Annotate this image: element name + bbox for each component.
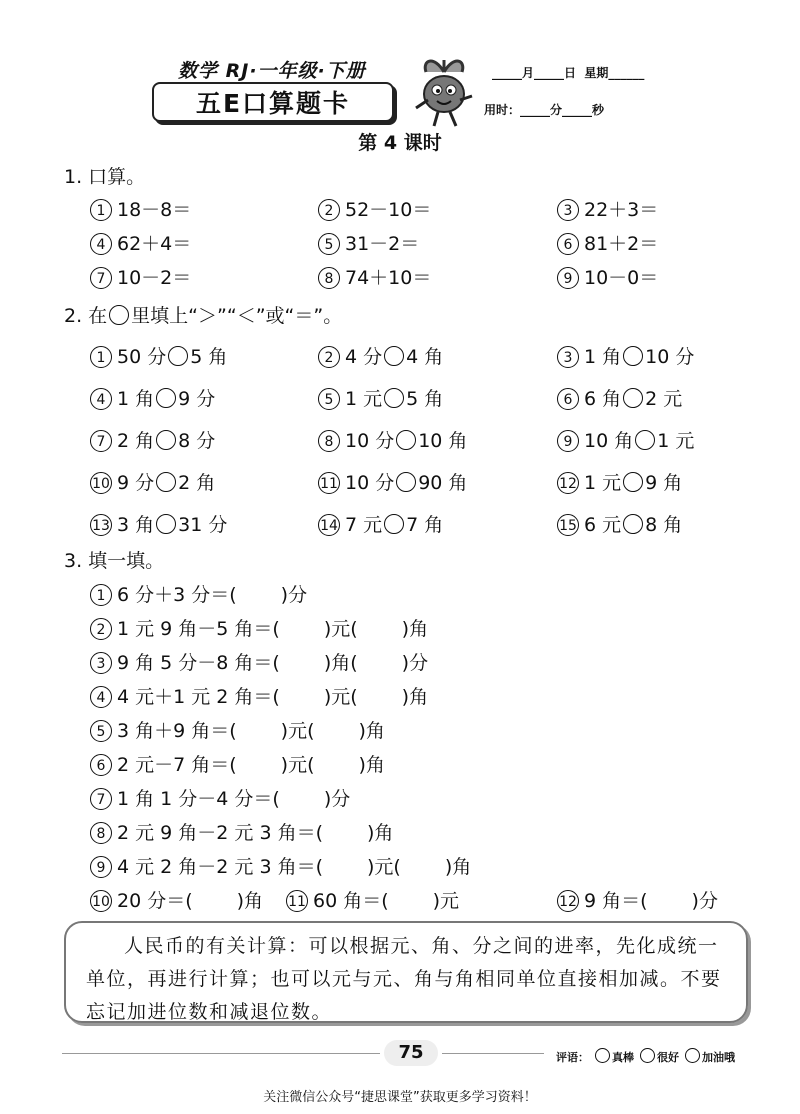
fill-text: 20 分＝(: [117, 890, 193, 912]
oral-item: [318, 263, 431, 290]
fill-text: )分: [401, 652, 429, 674]
fill-text: )角: [401, 686, 429, 708]
fill-text: 1 元 9 角－5 角＝(: [117, 618, 280, 640]
item-number: 4: [90, 686, 112, 708]
item-number: 14: [318, 514, 340, 536]
item-number: 6: [557, 233, 579, 255]
compare-left: 9 分: [117, 472, 155, 494]
compare-left: 50 分: [117, 346, 167, 368]
cheer-face-icon: [685, 1048, 700, 1063]
item-expression: 52－10＝: [345, 199, 432, 221]
oral-item: [90, 195, 191, 222]
rating-good: 很好: [657, 1051, 679, 1064]
fill-item: [90, 784, 350, 811]
compare-circle-icon: [635, 430, 655, 450]
item-expression: 81＋2＝: [584, 233, 659, 255]
compare-item: [557, 510, 682, 537]
compare-right: 1 元: [657, 430, 695, 452]
item-expression: 74＋10＝: [345, 267, 432, 289]
compare-right: 5 角: [406, 388, 444, 410]
compare-circle-icon: [384, 346, 404, 366]
compare-item: [90, 342, 227, 369]
title-box: [152, 82, 394, 122]
fill-text: 2 元－7 角＝(: [117, 754, 237, 776]
oral-item: [557, 229, 658, 256]
fill-item: [90, 818, 393, 845]
compare-circle-icon: [396, 430, 416, 450]
smile-face-icon: [595, 1048, 610, 1063]
compare-left: 1 元: [584, 472, 622, 494]
compare-right: 7 角: [406, 514, 444, 536]
item-number: 2: [318, 346, 340, 368]
oral-item: [557, 263, 658, 290]
fill-text: )分: [323, 788, 351, 810]
fill-text: )分: [691, 890, 718, 912]
compare-left: 1 角: [117, 388, 155, 410]
compare-right: 5 角: [190, 346, 228, 368]
fill-text: 6 分＋3 分＝(: [117, 584, 237, 606]
item-number: 1: [90, 346, 112, 368]
item-number: 4: [90, 233, 112, 255]
item-number: 5: [318, 388, 340, 410]
fill-text: )元(: [280, 754, 315, 776]
item-number: 11: [318, 472, 340, 494]
fill-text: )分: [280, 584, 308, 606]
compare-circle-icon: [156, 388, 176, 408]
fill-item: [90, 886, 263, 913]
compare-item: [90, 468, 215, 495]
fill-text: )元(: [323, 686, 358, 708]
compare-circle-icon: [396, 472, 416, 492]
compare-left: 4 分: [345, 346, 383, 368]
compare-left: 2 角: [117, 430, 155, 452]
compare-item: [90, 510, 227, 537]
item-number: 13: [90, 514, 112, 536]
compare-circle-icon: [384, 388, 404, 408]
section2-heading-a: 2. 在: [64, 305, 108, 327]
item-number: 8: [318, 267, 340, 289]
compare-circle-icon: [384, 514, 404, 534]
fill-text: )元(: [367, 856, 401, 878]
item-number: 5: [318, 233, 340, 255]
compare-circle-icon: [156, 472, 176, 492]
fill-text: )角: [367, 822, 394, 844]
item-number: 10: [90, 472, 112, 494]
item-expression: 10－0＝: [584, 267, 659, 289]
fill-text: )角(: [323, 652, 358, 674]
date-line: _____月_____日 星期______: [492, 66, 645, 80]
page-number: 75: [384, 1040, 438, 1066]
promo-text: 关注微信公众号“捷思课堂”获取更多学习资料！: [263, 1090, 537, 1105]
rating-keep-going: 加油哦: [702, 1051, 735, 1064]
item-number: 2: [90, 618, 112, 640]
rating-area: [556, 1048, 735, 1065]
item-number: 10: [90, 890, 112, 912]
item-number: 1: [90, 199, 112, 221]
item-number: 3: [557, 346, 579, 368]
compare-item: [318, 342, 443, 369]
item-number: 8: [90, 822, 112, 844]
item-number: 15: [557, 514, 579, 536]
footer-divider-right: [442, 1053, 544, 1054]
compare-item: [318, 468, 467, 495]
compare-left: 1 角: [584, 346, 622, 368]
fill-item: [90, 580, 307, 607]
item-number: 4: [90, 388, 112, 410]
oral-item: [90, 229, 191, 256]
fill-text: 60 角＝(: [313, 890, 389, 912]
fill-text: )角: [358, 720, 385, 742]
item-number: 3: [557, 199, 579, 221]
item-expression: 31－2＝: [345, 233, 420, 255]
compare-right: 90 角: [418, 472, 468, 494]
compare-right: 2 元: [645, 388, 683, 410]
fill-text: 3 角＋9 角＝(: [117, 720, 237, 742]
compare-right: 8 分: [178, 430, 216, 452]
fill-text: 2 元 9 角－2 元 3 角＝(: [117, 822, 324, 844]
item-number: 9: [557, 430, 579, 452]
fill-text: )角: [358, 754, 385, 776]
compare-left: 10 分: [345, 472, 395, 494]
section1-heading: 1. 口算。: [64, 166, 146, 188]
oral-item: [557, 195, 658, 222]
compare-circle-icon: [623, 346, 643, 366]
item-expression: 62＋4＝: [117, 233, 192, 255]
section2-heading: [64, 301, 342, 328]
fill-text: )元: [432, 890, 460, 912]
compare-right: 8 角: [645, 514, 683, 536]
section3-heading: 3. 填一填。: [64, 550, 165, 572]
compare-item: [557, 468, 682, 495]
fill-item: [90, 852, 471, 879]
compare-item: [318, 384, 443, 411]
rating-label: 评语：: [556, 1051, 589, 1064]
compare-circle-icon: [109, 305, 129, 325]
item-number: 5: [90, 720, 112, 742]
compare-item: [318, 426, 467, 453]
fill-item: [90, 648, 428, 675]
footer-divider-left: [62, 1053, 380, 1054]
compare-circle-icon: [623, 514, 643, 534]
item-number: 9: [557, 267, 579, 289]
compare-item: [90, 426, 215, 453]
page-title: 五E口算题卡: [195, 89, 351, 118]
compare-right: 31 分: [178, 514, 228, 536]
fill-item: [90, 716, 385, 743]
fill-text: 4 元 2 角－2 元 3 角＝(: [117, 856, 324, 878]
rating-great: 真棒: [612, 1051, 634, 1064]
item-number: 11: [286, 890, 308, 912]
fill-item: [557, 886, 718, 913]
mascot-icon: [404, 50, 484, 130]
item-number: 12: [557, 472, 579, 494]
compare-item: [557, 342, 694, 369]
item-number: 7: [90, 430, 112, 452]
item-number: 9: [90, 856, 112, 878]
fill-text: )角: [236, 890, 264, 912]
item-number: 3: [90, 652, 112, 674]
item-expression: 22＋3＝: [584, 199, 659, 221]
fill-item: [90, 614, 428, 641]
compare-right: 4 角: [406, 346, 444, 368]
item-number: 8: [318, 430, 340, 452]
happy-face-icon: [640, 1048, 655, 1063]
compare-right: 9 分: [178, 388, 216, 410]
fill-item: [90, 750, 385, 777]
fill-item: [90, 682, 428, 709]
compare-circle-icon: [623, 472, 643, 492]
compare-item: [318, 510, 443, 537]
tip-text: 人民币的有关计算：可以根据元、角、分之间的进率，先化成统一单位，再进行计算；也可以元与元、角与角相同单位直接相加减。不要忘记加进位数和减退位数。: [86, 935, 722, 1023]
compare-left: 10 分: [345, 430, 395, 452]
compare-item: [90, 384, 215, 411]
lesson-title: 第 4 课时: [358, 132, 442, 154]
compare-left: 7 元: [345, 514, 383, 536]
compare-left: 3 角: [117, 514, 155, 536]
section2-heading-b: 里填上“＞”“＜”或“＝”。: [131, 305, 343, 327]
compare-circle-icon: [168, 346, 188, 366]
fill-item: [286, 886, 459, 913]
oral-item: [318, 195, 431, 222]
item-number: 6: [557, 388, 579, 410]
fill-text: 9 角＝(: [584, 890, 648, 912]
oral-item: [318, 229, 419, 256]
item-expression: 10－2＝: [117, 267, 192, 289]
compare-item: [557, 426, 694, 453]
item-number: 7: [90, 788, 112, 810]
compare-right: 10 角: [418, 430, 468, 452]
fill-text: )角: [401, 618, 429, 640]
item-number: 12: [557, 890, 579, 912]
compare-right: 10 分: [645, 346, 695, 368]
compare-circle-icon: [156, 430, 176, 450]
item-number: 1: [90, 584, 112, 606]
oral-item: [90, 263, 191, 290]
compare-circle-icon: [623, 388, 643, 408]
compare-item: [557, 384, 682, 411]
time-line: 用时：_____分_____秒: [484, 103, 605, 117]
item-number: 2: [318, 199, 340, 221]
fill-text: 4 元＋1 元 2 角＝(: [117, 686, 280, 708]
compare-circle-icon: [156, 514, 176, 534]
compare-left: 1 元: [345, 388, 383, 410]
compare-left: 10 角: [584, 430, 634, 452]
fill-text: )角: [444, 856, 472, 878]
fill-text: 9 角 5 分－8 角＝(: [117, 652, 280, 674]
compare-right: 9 角: [645, 472, 683, 494]
item-number: 6: [90, 754, 112, 776]
item-number: 7: [90, 267, 112, 289]
fill-text: )元(: [323, 618, 358, 640]
item-expression: 18－8＝: [117, 199, 192, 221]
compare-left: 6 元: [584, 514, 622, 536]
fill-text: )元(: [280, 720, 315, 742]
compare-right: 2 角: [178, 472, 216, 494]
subject-label: 数学 RJ·一年级·下册: [178, 60, 366, 82]
compare-left: 6 角: [584, 388, 622, 410]
fill-text: 1 角 1 分－4 分＝(: [117, 788, 280, 810]
